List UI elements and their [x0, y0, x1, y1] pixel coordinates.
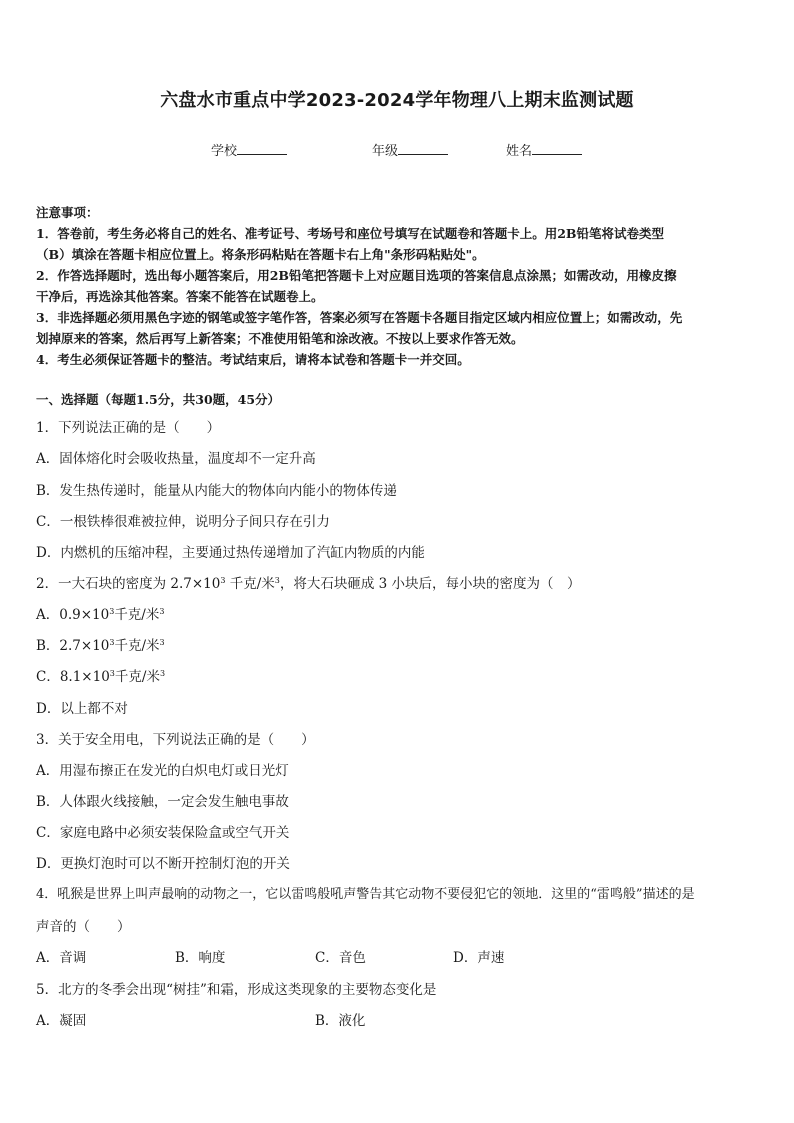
grade-blank[interactable]	[398, 142, 448, 155]
question-4-option-d: D．声速	[453, 950, 505, 966]
superscript: 3	[159, 638, 165, 647]
notice-heading: 注意事项：	[36, 205, 99, 220]
question-2-stem	[36, 572, 581, 592]
question-4-option-b: B．响度	[175, 950, 226, 966]
notice-line: 3．非选择题必须用黑色字迹的钢笔或签字笔作答，答案必须写在答题卡各题目指定区域内相应位置上；如需改动，先	[36, 310, 683, 325]
question-2-stem-part: 2．一大石块的密度为 2.7×10	[36, 576, 221, 592]
option-text: 千克/米	[114, 669, 160, 685]
question-3-option-b: B．人体跟火线接触，一定会发生触电事故	[36, 794, 289, 810]
question-5-option-a: A．凝固	[36, 1013, 87, 1029]
school-field	[211, 140, 287, 159]
question-2-option-a	[36, 603, 164, 623]
notice-line: 2．作答选择题时，选出每小题答案后，用2B铅笔把答题卡上对应题目选项的答案信息点涂黑；如需改动，用橡皮擦	[36, 268, 677, 283]
name-label: 姓名	[506, 144, 533, 159]
school-blank[interactable]	[237, 142, 287, 155]
question-2-stem-part: 千克/米	[225, 576, 275, 592]
superscript: 3	[274, 576, 280, 585]
option-text: 千克/米	[114, 607, 160, 623]
notice-line: 4．考生必须保证答题卡的整洁。考试结束后，请将本试卷和答题卡一并交回。	[36, 352, 470, 367]
notice-line: 干净后，再选涂其他答案。答案不能答在试题卷上。	[36, 289, 324, 304]
page-title: 六盘水市重点中学2023-2024学年物理八上期末监测试题	[160, 90, 634, 111]
question-2-option-b	[36, 634, 165, 654]
question-4-option-c: C．音色	[315, 950, 366, 966]
question-4-option-a: A．音调	[36, 950, 87, 966]
question-3-option-d: D．更换灯泡时可以不断开控制灯泡的开关	[36, 856, 290, 872]
question-1-option-a: A．固体熔化时会吸收热量，温度却不一定升高	[36, 451, 316, 467]
school-label: 学校	[211, 144, 238, 159]
question-2-option-d: D．以上都不对	[36, 701, 128, 717]
question-1-option-c: C．一根铁棒很难被拉伸，说明分子间只存在引力	[36, 514, 330, 530]
question-1-option-d: D．内燃机的压缩冲程，主要通过热传递增加了汽缸内物质的内能	[36, 545, 425, 561]
section-heading: 一、选择题（每题1.5分，共30题，45分）	[36, 392, 281, 407]
grade-field	[372, 140, 448, 159]
superscript: 3	[109, 638, 115, 647]
name-blank[interactable]	[532, 142, 582, 155]
question-4-stem-cont: 声音的（ ）	[36, 919, 131, 935]
notice-line: （B）填涂在答题卡相应位置上。将条形码粘贴在答题卡右上角"条形码粘贴处"。	[36, 247, 485, 262]
question-1-option-b: B．发生热传递时，能量从内能大的物体向内能小的物体传递	[36, 483, 397, 499]
question-3-option-c: C．家庭电路中必须安装保险盒或空气开关	[36, 825, 290, 841]
option-text: A．0.9×10	[36, 607, 110, 623]
question-3-option-a: A．用湿布擦正在发光的白炽电灯或日光灯	[36, 763, 289, 779]
question-5-option-b: B．液化	[315, 1013, 366, 1029]
option-text: 千克/米	[114, 638, 160, 654]
question-2-option-c	[36, 665, 165, 685]
superscript: 3	[159, 607, 165, 616]
notice-line: 划掉原来的答案，然后再写上新答案；不准使用铅笔和涂改液。不按以上要求作答无效。	[36, 331, 524, 346]
option-text: B．2.7×10	[36, 638, 110, 654]
question-4-stem: 4．吼猴是世界上叫声最响的动物之一，它以雷鸣般吼声警告其它动物不要侵犯它的领地．这里的“雷鸣般”描述的是	[36, 887, 695, 902]
notice-line: 1．答卷前，考生务必将自己的姓名、准考证号、考场号和座位号填写在试题卷和答题卡上。用2B铅笔将试卷类型	[36, 226, 664, 241]
superscript: 3	[159, 669, 166, 678]
superscript: 3	[220, 576, 226, 585]
question-5-stem: 5．北方的冬季会出现“树挂”和霜，形成这类现象的主要物态变化是	[36, 982, 437, 998]
superscript: 3	[109, 607, 115, 616]
name-field	[506, 140, 582, 159]
question-1-stem: 1．下列说法正确的是（ ）	[36, 420, 221, 436]
question-2-stem-part: ，将大石块砸成 3 小块后，每小块的密度为（ ）	[279, 576, 581, 592]
grade-label: 年级	[372, 144, 399, 159]
question-3-stem: 3．关于安全用电，下列说法正确的是（ ）	[36, 732, 315, 748]
superscript: 3	[109, 669, 115, 678]
option-text: C．8.1×10	[36, 669, 110, 685]
